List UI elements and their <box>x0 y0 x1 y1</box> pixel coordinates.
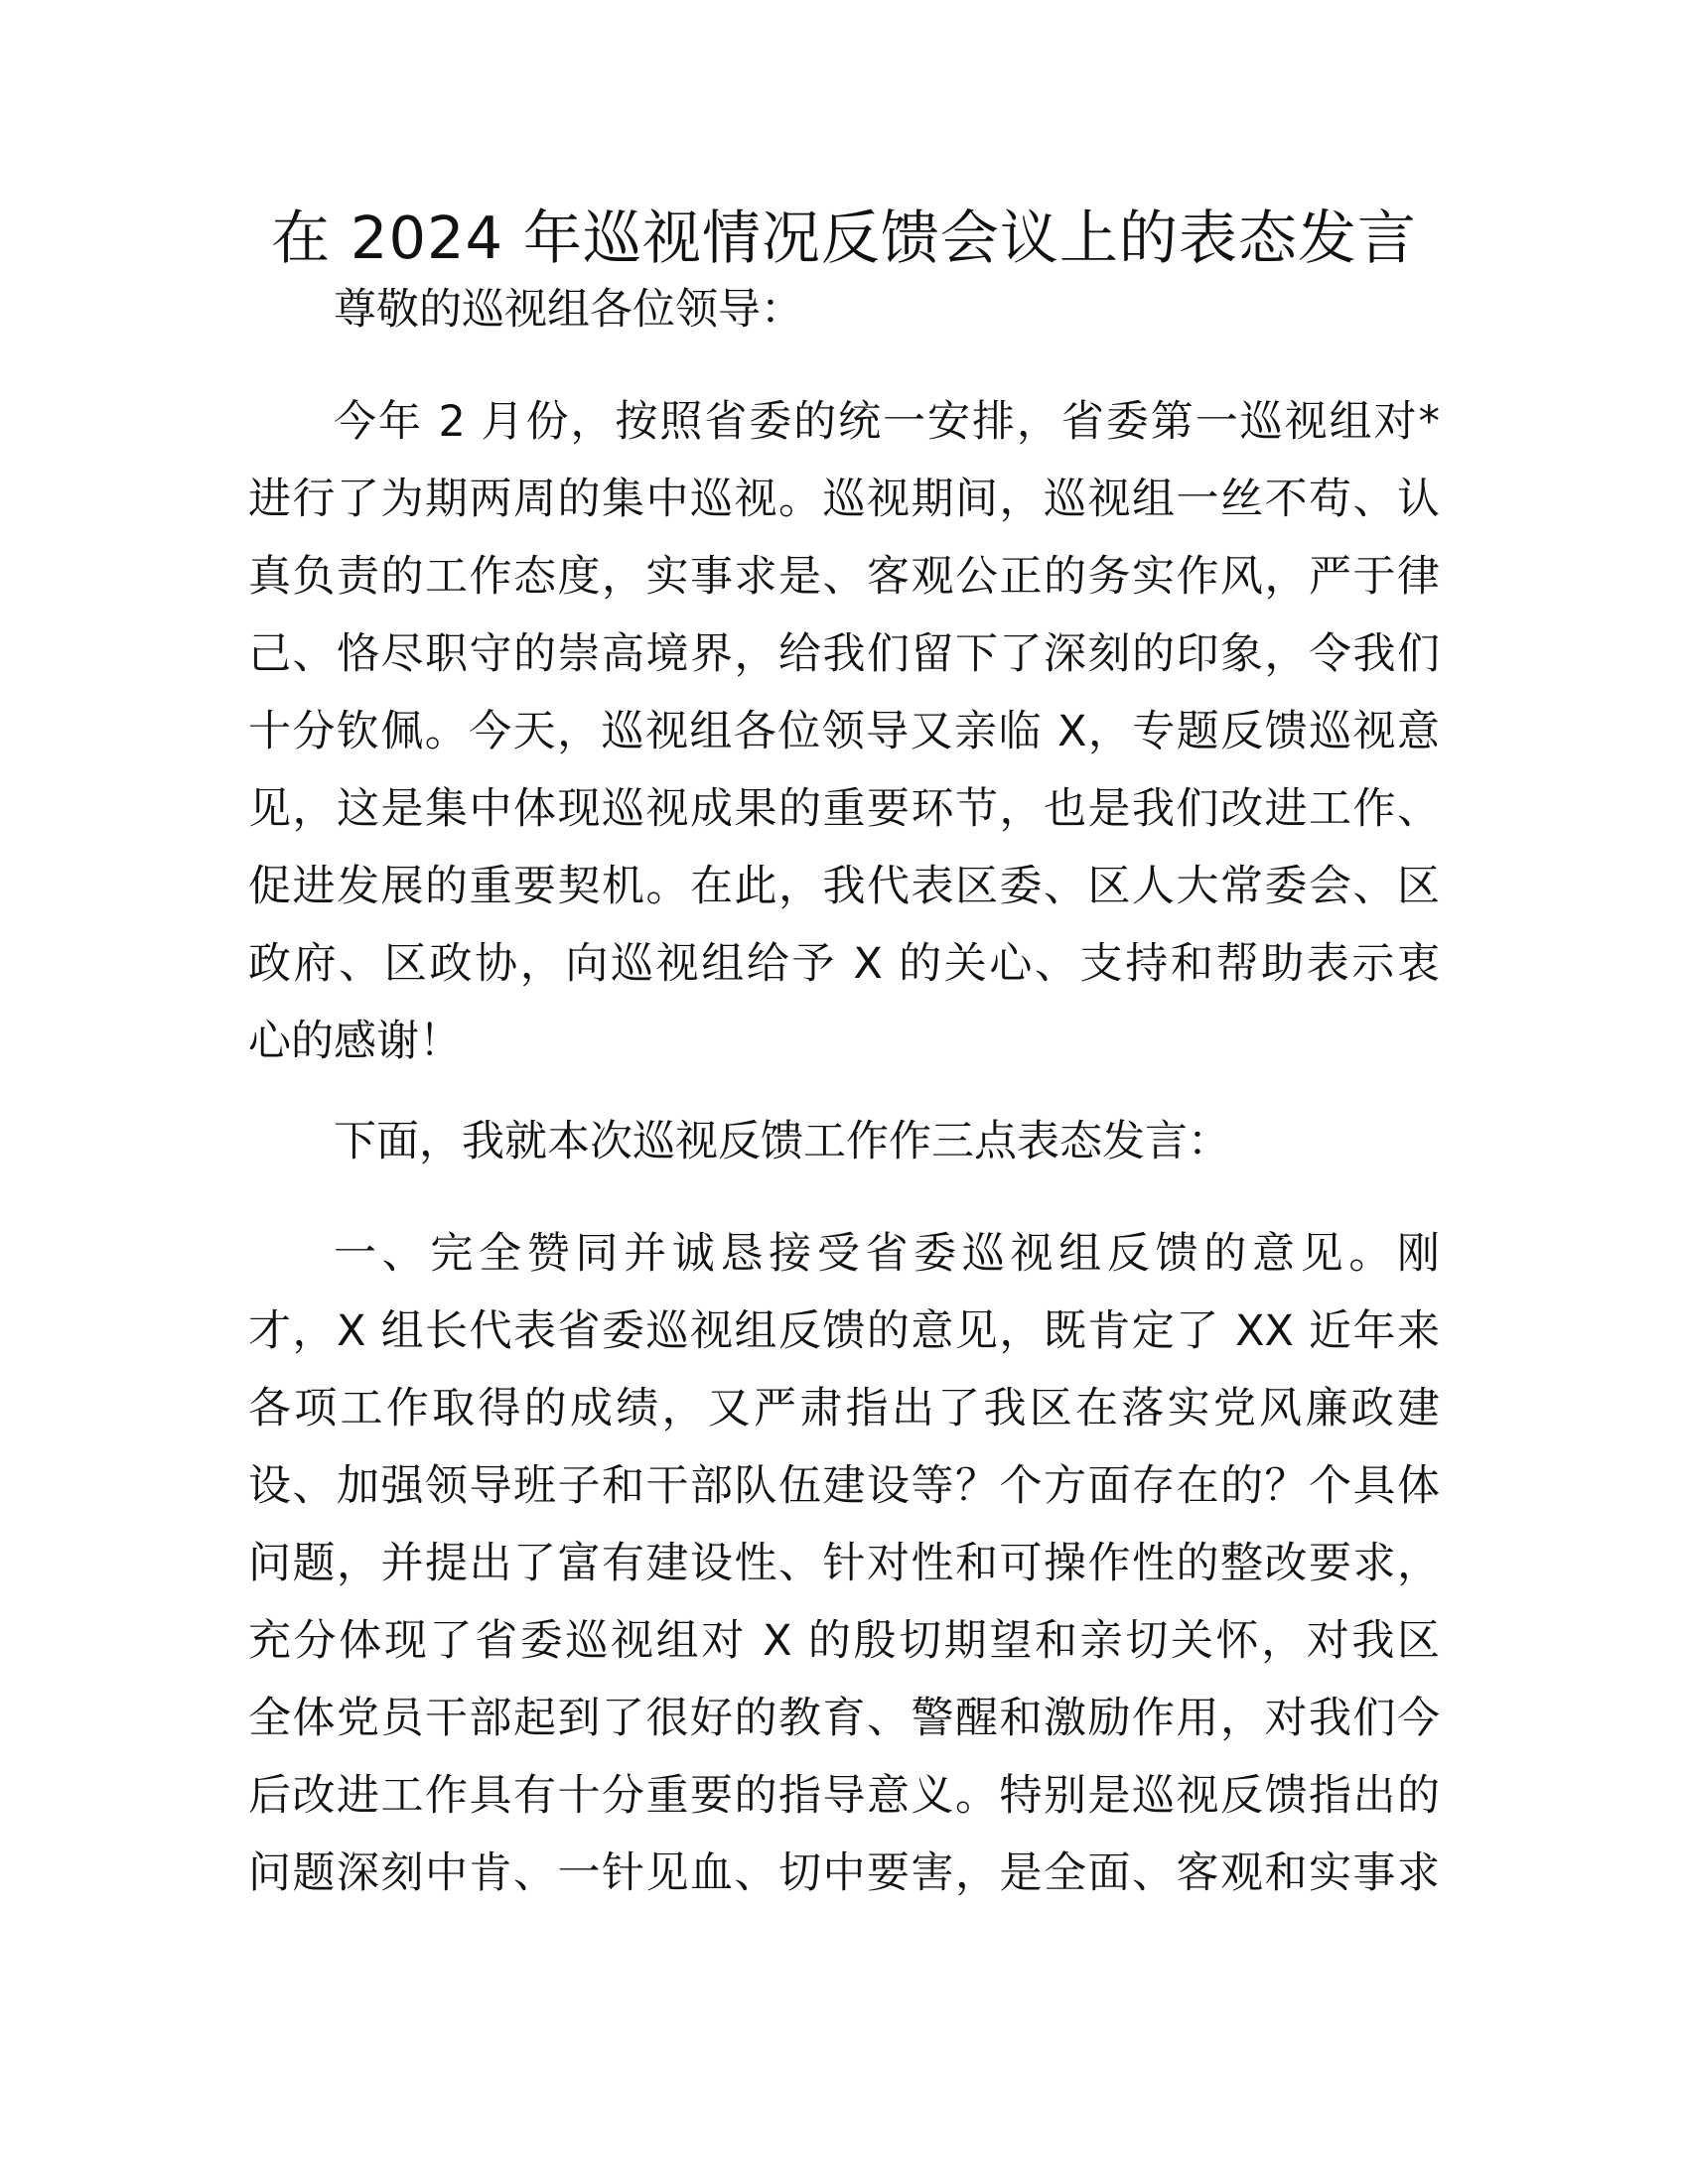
paragraph-transition <box>248 1103 1440 1180</box>
paragraph-point-one <box>248 1215 1440 1912</box>
text-line: 充分体现了省委巡视组对 X 的殷切期望和亲切关怀，对我区 <box>248 1616 1440 1666</box>
paragraph-salutation <box>248 271 1440 348</box>
text-line: 各项工作取得的成绩，又严肃指出了我区在落实党风廉政建 <box>248 1384 1440 1433</box>
text-line: 后改进工作具有十分重要的指导意义。特别是巡视反馈指出的 <box>248 1771 1440 1821</box>
text-line: 心的感谢！ <box>248 1017 462 1066</box>
text-line: 全体党员干部起到了很好的教育、警醒和激励作用，对我们今 <box>248 1694 1440 1743</box>
text-line: 进行了为期两周的集中巡视。巡视期间，巡视组一丝不苟、认 <box>248 475 1440 524</box>
paragraph-intro <box>248 383 1440 1080</box>
text-line: 下面，我就本次巡视反馈工作作三点表态发言： <box>334 1117 1230 1166</box>
text-line: 尊敬的巡视组各位领导： <box>334 285 803 335</box>
text-line: 己、恪尽职守的崇高境界，给我们留下了深刻的印象，令我们 <box>248 629 1440 679</box>
text-line: 设、加强领导班子和干部队伍建设等？个方面存在的？个具体 <box>248 1461 1440 1511</box>
document-title: 在 2024 年巡视情况反馈会议上的表态发言 <box>271 204 1417 272</box>
text-line: 今年 2 月份，按照省委的统一安排，省委第一巡视组对* <box>334 397 1440 447</box>
text-line: 真负责的工作态度，实事求是、客观公正的务实作风，严于律 <box>248 552 1440 602</box>
text-line: 一、完全赞同并诚恳接受省委巡视组反馈的意见。刚 <box>334 1229 1440 1279</box>
text-line: 政府、区政协，向巡视组给予 X 的关心、支持和帮助表示衷 <box>248 939 1440 989</box>
text-line: 才，X 组长代表省委巡视组反馈的意见，既肯定了 XX 近年来 <box>248 1306 1440 1356</box>
text-line: 问题，并提出了富有建设性、针对性和可操作性的整改要求， <box>248 1539 1440 1588</box>
text-line: 十分钦佩。今天，巡视组各位领导又亲临 X，专题反馈巡视意 <box>248 707 1440 756</box>
text-line: 促进发展的重要契机。在此，我代表区委、区人大常委会、区 <box>248 862 1440 911</box>
text-line: 问题深刻中肯、一针见血、切中要害，是全面、客观和实事求 <box>248 1848 1440 1898</box>
text-line: 见，这是集中体现巡视成果的重要环节，也是我们改进工作、 <box>248 784 1440 834</box>
